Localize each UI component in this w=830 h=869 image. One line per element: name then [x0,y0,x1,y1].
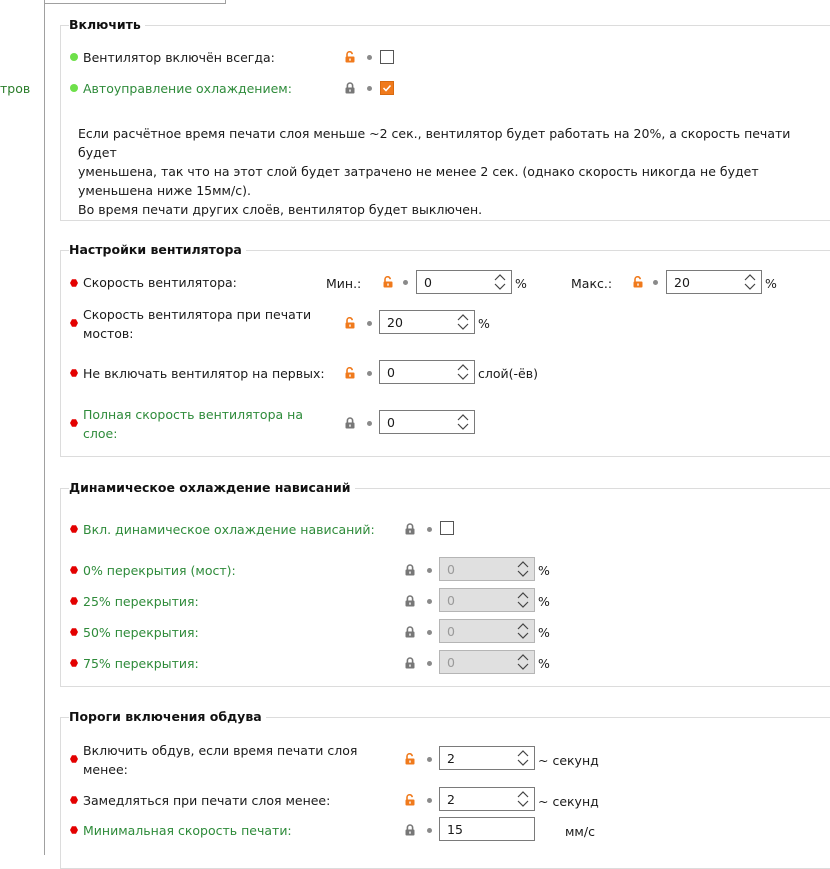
overhang-25-spinbox[interactable] [439,588,535,612]
overhang-75-unit: % [538,656,550,671]
bullet-icon [427,568,432,573]
simple-mode-dot-icon [70,53,78,61]
min-print-speed-input[interactable] [439,817,535,841]
slowdown-below-spinbox[interactable] [439,787,535,811]
disable-first-spinbox[interactable] [379,360,475,384]
bullet-icon [367,421,372,426]
auto-cooling-label: Автоуправление охлаждением: [83,81,292,96]
overhang-25-label: 25% перекрытия: [83,594,199,609]
lock-icon[interactable] [344,417,356,429]
spin-arrows-icon[interactable] [512,589,534,611]
min-print-speed-unit: мм/с [565,824,595,839]
checkmark-icon [381,82,393,94]
unlock-icon[interactable] [382,276,394,288]
fan-min-label: Мин.: [326,276,362,291]
spin-value: 0 [387,415,395,430]
cooling-description [78,124,808,219]
group-title-thresholds: Пороги включения обдува [69,709,266,724]
description-line: Если расчётное время печати слоя меньше ~2 сек., вентилятор будет работать на 20%, а скорость печати будет [78,126,791,160]
left-panel-item-label[interactable]: тров [0,81,31,96]
dynamic-overhang-checkbox[interactable] [440,521,454,535]
spin-arrows-icon[interactable] [512,558,534,580]
fan-max-spinbox[interactable] [666,270,762,294]
spin-arrows-icon[interactable] [452,411,474,433]
bridge-fan-label-line1: Скорость вентилятора при печати [83,307,312,322]
overhang-0-unit: % [538,563,550,578]
spin-value: 15 [447,822,463,837]
bridge-fan-spinbox[interactable] [379,310,475,334]
overhang-75-spinbox[interactable] [439,650,535,674]
lock-icon[interactable] [404,824,416,836]
group-title-overhang: Динамическое охлаждение нависаний [69,480,355,495]
spin-value: 20 [387,315,403,330]
spin-arrows-icon[interactable] [739,271,761,293]
description-line: уменьшена ниже 15мм/с). [78,183,251,198]
bridge-fan-unit: % [478,316,490,331]
full-speed-layer-spinbox[interactable] [379,410,475,434]
unlock-icon[interactable] [344,51,356,63]
unlock-icon[interactable] [404,753,416,765]
disable-first-unit: слой(-ёв) [478,366,538,381]
overhang-50-spinbox[interactable] [439,619,535,643]
slowdown-below-label: Замедляться при печати слоя менее: [83,793,331,808]
overhang-25-unit: % [538,594,550,609]
fan-max-label: Макс.: [571,276,613,291]
fan-always-on-checkbox[interactable] [380,50,394,64]
overhang-0-label: 0% перекрытия (мост): [83,563,236,578]
description-line: уменьшена, так что на этот слой будет затрачено не менее 2 сек. (однако скорость никогда не будет [78,164,759,179]
lock-icon[interactable] [404,564,416,576]
full-speed-layer-label-line1: Полная скорость вентилятора на [83,407,303,422]
bullet-icon [427,661,432,666]
overhang-50-unit: % [538,625,550,640]
spin-value: 0 [387,365,395,380]
unlock-icon[interactable] [404,794,416,806]
lock-icon[interactable] [404,523,416,535]
spin-arrows-icon[interactable] [489,271,511,293]
fan-min-spinbox[interactable] [416,270,512,294]
spin-value: 20 [674,275,690,290]
bullet-icon [653,280,658,285]
auto-cooling-checkbox[interactable] [380,81,394,95]
full-speed-layer-label-line2: слое: [83,426,118,441]
bullet-icon [427,599,432,604]
spin-arrows-icon[interactable] [512,651,534,673]
group-title-fan: Настройки вентилятора [69,242,246,257]
enable-below-label-line1: Включить обдув, если время печати слоя [83,743,358,758]
spin-arrows-icon[interactable] [512,788,534,810]
lock-icon[interactable] [404,657,416,669]
overhang-0-spinbox[interactable] [439,557,535,581]
bridge-fan-label-line2: мостов: [83,326,134,341]
bullet-icon [427,828,432,833]
spin-arrows-icon[interactable] [512,747,534,769]
spin-value: 0 [447,593,455,608]
fan-min-unit: % [515,276,527,291]
bullet-icon [427,757,432,762]
fan-always-on-label: Вентилятор включён всегда: [83,50,275,65]
spin-value: 2 [447,792,455,807]
enable-below-label-line2: менее: [83,762,128,777]
spin-value: 2 [447,751,455,766]
disable-first-label: Не включать вентилятор на первых: [83,366,325,381]
bullet-icon [427,798,432,803]
lock-icon[interactable] [404,595,416,607]
spin-value: 0 [447,562,455,577]
dynamic-overhang-enable-label: Вкл. динамическое охлаждение нависаний: [83,522,375,537]
bullet-icon [403,280,408,285]
slowdown-below-unit: ~ секунд [538,794,599,809]
spin-arrows-icon[interactable] [512,620,534,642]
lock-icon[interactable] [344,82,356,94]
bullet-icon [367,321,372,326]
bullet-icon [367,371,372,376]
simple-mode-dot-icon [70,84,78,92]
unlock-icon[interactable] [344,367,356,379]
unlock-icon[interactable] [344,317,356,329]
bullet-icon [367,55,372,60]
unlock-icon[interactable] [632,276,644,288]
bullet-icon [367,86,372,91]
spin-value: 0 [447,624,455,639]
fan-max-unit: % [765,276,777,291]
lock-icon[interactable] [404,626,416,638]
spin-value: 0 [424,275,432,290]
group-title-enable: Включить [69,17,145,32]
overhang-75-label: 75% перекрытия: [83,656,199,671]
spin-arrows-icon[interactable] [452,361,474,383]
fan-speed-label: Скорость вентилятора: [83,275,237,290]
enable-below-spinbox[interactable] [439,746,535,770]
spin-value: 0 [447,655,455,670]
bullet-icon [427,527,432,532]
bullet-icon [427,630,432,635]
description-line: Во время печати других слоёв, вентилятор будет выключен. [78,202,483,217]
enable-below-unit: ~ секунд [538,753,599,768]
spin-arrows-icon[interactable] [452,311,474,333]
left-category-panel [0,0,45,855]
overhang-50-label: 50% перекрытия: [83,625,199,640]
min-print-speed-label: Минимальная скорость печати: [83,823,292,838]
